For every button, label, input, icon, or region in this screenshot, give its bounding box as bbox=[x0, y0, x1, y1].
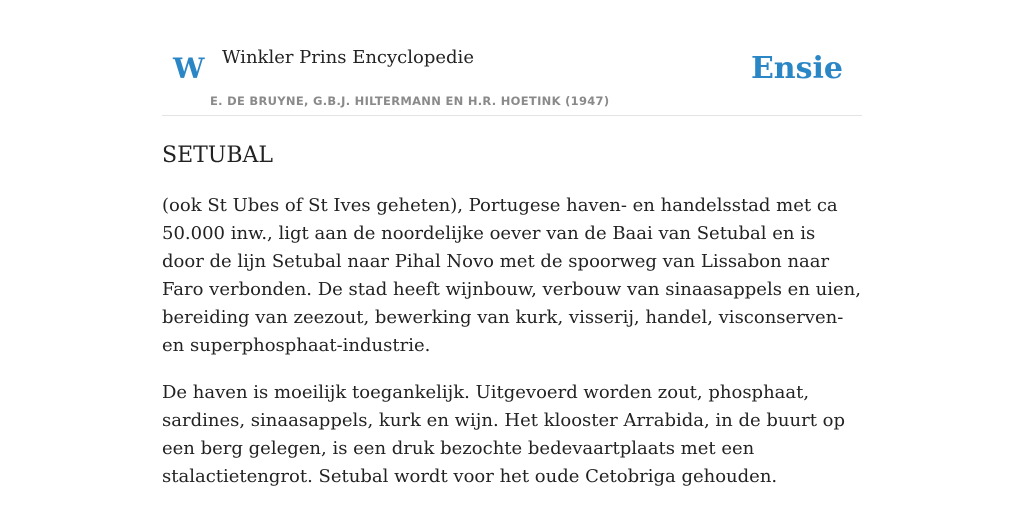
source-header bbox=[162, 0, 862, 116]
ensie-logo[interactable]: Ensie bbox=[750, 51, 843, 86]
source-authors: E. DE BRUYNE, G.B.J. HILTERMANN EN H.R. HOETINK (1947) bbox=[210, 94, 610, 108]
article-body bbox=[162, 192, 862, 510]
source-title[interactable]: Winkler Prins Encyclopedie bbox=[222, 47, 474, 68]
article-paragraph: (ook St Ubes of St Ives geheten), Portugese haven- en handelsstad met ca 50.000 inw., ligt aan de noordelijke oever van de Baai van Setubal en is door de lijn Setubal naar Pihal Novo met de spoorweg van Lissabon naar Faro verbonden. De stad heeft wijnbouw, verbouw van sinaasappels en uien, bereiding van zeezout, bewerking van kurk, visserij, handel, visconserven- en superphosphaat-industrie. bbox=[162, 195, 861, 356]
page-content bbox=[162, 0, 862, 487]
source-logo-icon[interactable]: W bbox=[173, 52, 205, 85]
article-headword: SETUBAL bbox=[162, 143, 274, 168]
article-paragraph: De haven is moeilijk toegankelijk. Uitgevoerd worden zout, phosphaat, sardines, sinaasappels, kurk en wijn. Het klooster Arrabida, in de buurt op een berg gelegen, is een druk bezochte bedevaartplaats met een stalactietengrot. Setubal wordt voor het oude Cetobriga gehouden. bbox=[162, 382, 846, 487]
